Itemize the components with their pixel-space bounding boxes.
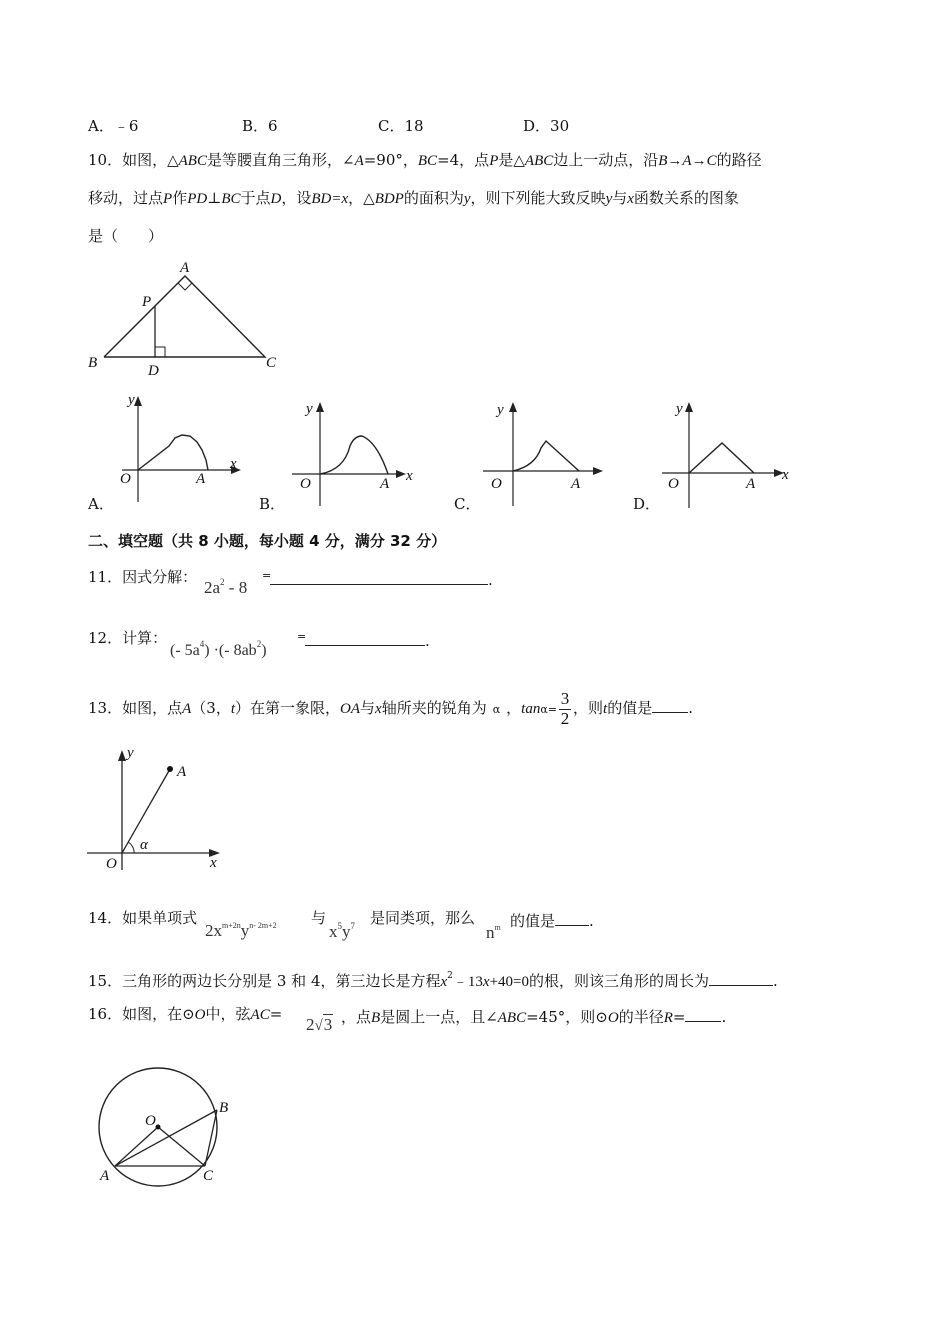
q9-option-a: A．﹣6 bbox=[88, 117, 139, 135]
svg-text:α: α bbox=[140, 837, 148, 853]
q10-graph-d bbox=[662, 398, 802, 510]
q10-option-a: A． bbox=[88, 495, 114, 513]
svg-text:y: y bbox=[676, 401, 683, 417]
q14-connector: 与 bbox=[311, 909, 327, 927]
q9-option-c: C．18 bbox=[378, 117, 424, 135]
q11-equals: = bbox=[262, 569, 272, 582]
q10-label-a: A bbox=[180, 260, 190, 276]
q9-option-d: D．30 bbox=[523, 117, 570, 135]
q13-coordinate-figure bbox=[82, 745, 232, 875]
q14-monomial-1: $2x^{m+2n}y^{n- 2m+2}$ bbox=[205, 921, 277, 940]
q14-tail: 的值是 . bbox=[510, 912, 594, 930]
q10-label-p: P bbox=[142, 294, 152, 310]
q16-circle-figure bbox=[95, 1072, 245, 1192]
q10-option-d: D． bbox=[633, 495, 661, 513]
q10-line2: 移动，过点P作PD⊥BC于点D，设BD=x，△BDP的面积为y，则下列能大致反映y与x函数关系的图象 bbox=[88, 189, 739, 207]
svg-text:y: y bbox=[127, 745, 134, 761]
q10-option-c: C． bbox=[454, 495, 481, 513]
q14-text: 是同类项，那么 bbox=[370, 909, 476, 927]
q10-graph-b bbox=[292, 398, 432, 508]
q16-radical: 2√3 bbox=[306, 1015, 333, 1034]
svg-text:y: y bbox=[306, 401, 313, 417]
q13: 13．如图，点A（3，t）在第一象限，OA与x轴所夹的锐角为 α ，tanα= $\frac{3}{2}$ ，则t的值是 . bbox=[88, 688, 693, 728]
svg-text:A: A bbox=[100, 1168, 110, 1184]
q10-graph-a bbox=[112, 392, 252, 507]
q12: 12．计算： bbox=[88, 629, 168, 647]
q12-equals: = bbox=[297, 630, 307, 643]
q14: 14．如果单项式 bbox=[88, 909, 198, 927]
svg-text:x: x bbox=[230, 456, 237, 472]
q13-fraction: $\frac{3}{2}$ bbox=[560, 688, 570, 728]
q10-option-b: B． bbox=[259, 495, 286, 513]
q10-label-b: B bbox=[88, 355, 98, 371]
svg-text:O: O bbox=[120, 471, 131, 487]
svg-text:A: A bbox=[746, 476, 756, 492]
q14-power: $n^m$ bbox=[486, 923, 501, 942]
q10-line1: 10．如图，△ABC是等腰直角三角形，∠A=90°，BC=4，点P是△ABC边上一动点，沿B→A→C的路径 bbox=[88, 151, 762, 169]
q10-line3: 是（ ） bbox=[88, 227, 164, 245]
q9-option-b: B．6 bbox=[242, 117, 278, 135]
q10-triangle-figure bbox=[80, 258, 300, 383]
svg-text:x: x bbox=[210, 855, 217, 871]
q11: 11．因式分解： bbox=[88, 568, 198, 586]
q10-label-d: D bbox=[148, 363, 159, 379]
svg-text:y: y bbox=[128, 392, 135, 408]
svg-text:A: A bbox=[571, 476, 581, 492]
svg-text:O: O bbox=[491, 476, 502, 492]
svg-text:C: C bbox=[203, 1168, 214, 1184]
q10-graph-c bbox=[483, 398, 613, 508]
svg-text:O: O bbox=[668, 476, 679, 492]
svg-text:B: B bbox=[219, 1100, 229, 1116]
q16-part2: ，点B是圆上一点，且∠ABC=45°，则⊙O的半径R= . bbox=[341, 1008, 727, 1026]
q15: 15．三角形的两边长分别是 3 和 4，第三边长是方程$x^2﹣13x+40=0$的根，则该三角形的周长为 . bbox=[88, 971, 778, 990]
section-2-heading: 二、填空题（共 8 小题，每小题 4 分，满分 32 分） bbox=[88, 532, 447, 550]
q11-expression: $2a^2 - 8$ bbox=[204, 577, 248, 597]
svg-text:y: y bbox=[497, 402, 504, 418]
svg-text:x: x bbox=[782, 467, 789, 483]
svg-text:A: A bbox=[380, 476, 390, 492]
q14-monomial-2: $x^5y^7$ bbox=[329, 921, 355, 941]
svg-text:O: O bbox=[106, 856, 117, 872]
q12-answer-blank: . bbox=[305, 631, 430, 649]
q11-answer-blank: . bbox=[270, 570, 493, 588]
svg-text:O: O bbox=[300, 476, 311, 492]
q16-part1: 16．如图，在⊙O中，弦AC= bbox=[88, 1005, 283, 1023]
q10-label-c: C bbox=[266, 355, 277, 371]
svg-text:A: A bbox=[177, 764, 187, 780]
svg-text:O: O bbox=[145, 1113, 156, 1129]
q12-expression: (- $5a^4$) ·(- $8ab^2$) bbox=[170, 639, 267, 659]
svg-text:x: x bbox=[406, 468, 413, 484]
svg-text:A: A bbox=[196, 471, 206, 487]
